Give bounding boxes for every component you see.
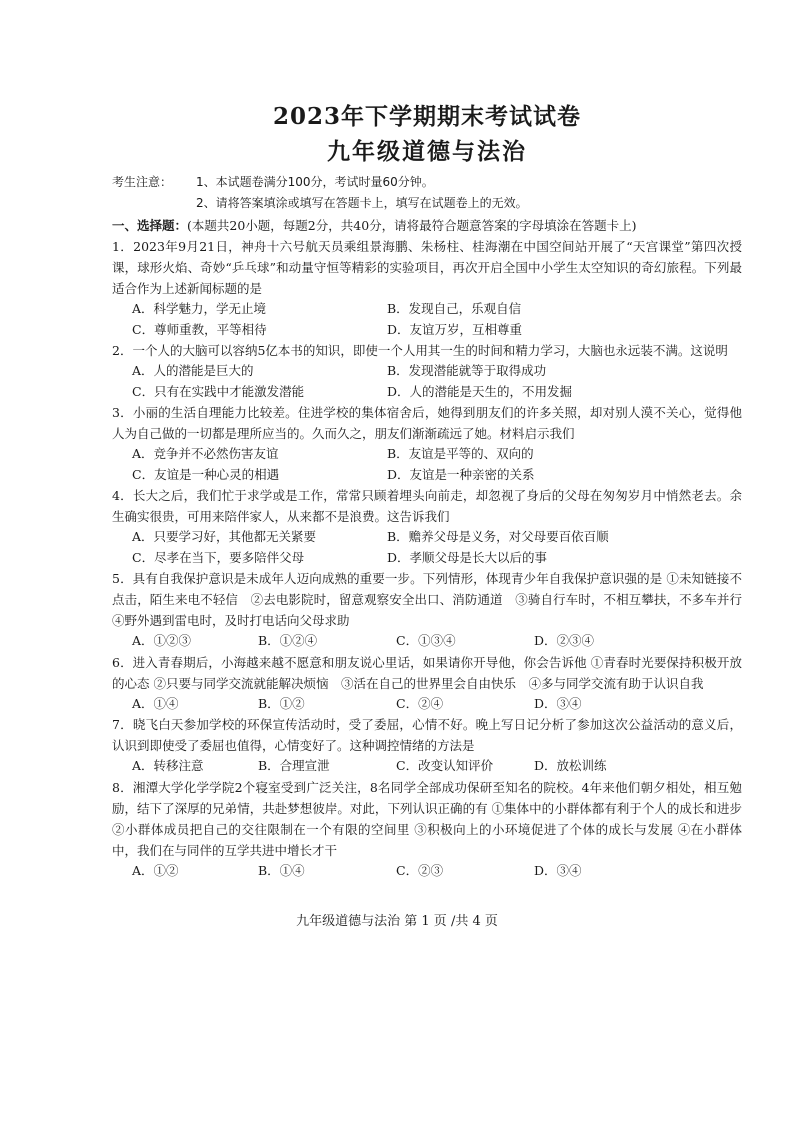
exam-subject: 九年级道德与法治 [327,138,527,165]
question-2 [112,340,742,402]
question-options [112,631,742,652]
question-stem: 5．具有自我保护意识是未成年人迈向成熟的重要一步。下列情形，体现青少年自我保护意识强的是 ①未知链接不点击，陌生来电不轻信 ②去电影院时，留意观察安全出口、消防通道 ③骑自行车时，不相互攀扶，不多车并行 ④野外遇到雷电时，及时打电话向父母求助 [112,571,755,628]
option-b: B．发现自己，乐观自信 [387,301,522,316]
question-3 [112,402,742,485]
question-5 [112,568,755,652]
notice-items [196,172,528,214]
option-d: D．放松训练 [534,758,607,773]
question-stem: 4．长大之后，我们忙于求学或是工作，常常只顾着埋头向前走，却忽视了身后的父母在匆匆岁月中悄然老去。余生确实很贵，可用来陪伴家人，从来都不是浪费。这告诉我们 [112,488,742,524]
option-b: B．合理宣泄 [258,758,330,773]
option-c: C．改变认知评价 [396,758,494,773]
option-d: D．②③④ [534,633,595,648]
question-4 [112,485,742,568]
option-c: C．①③④ [396,633,456,648]
option-d: D．孝顺父母是长大以后的事 [387,549,548,565]
option-d: D．人的潜能是天生的，不用发掘 [387,383,573,399]
option-c: C．②④ [396,695,444,711]
question-options [112,694,742,715]
question-6 [112,652,742,715]
section-title: 一、选择题： [112,218,188,233]
option-b: B．①④ [258,862,305,878]
option-a: A．①②③ [132,633,192,648]
option-a: A．人的潜能是巨大的 [132,363,254,378]
question-options [112,361,742,402]
option-a: A．①④ [132,695,179,711]
notice-label: 考生注意： [112,175,173,189]
option-a: A．①② [132,862,179,878]
question-stem: 8．湘潭大学化学学院2个寝室受到广泛关注，8名同学全部成功保研至知名的院校。4年来他们朝夕相处，相互勉励，结下了深厚的兄弟情，共赴梦想彼岸。对此，下列认识正确的有 ①集体中的小群体都有利于个人的成长和进步 ②小群体成员把自己的交往限制在一个有限的空间里 ③积极向上的小环境促进了个体的成长与发展 ④在小群体中，我们在与同伴的互学共进中增长才干 [112,779,742,858]
option-a: A．转移注意 [132,758,204,773]
question-stem: 6．进入青春期后，小海越来越不愿意和朋友说心里话，如果请你开导他，你会告诉他 ①青春时光要保持积极开放的心态 ②只要与同学交流就能解决烦恼 ③活在自己的世界里会自由快乐 ④多与同学交流有助于认识自我 [112,654,742,691]
question-stem: 1．2023年9月21日，神舟十六号航天员乘组景海鹏、朱杨柱、桂海潮在中国空间站开展了“天宫课堂”第四次授课，球形火焰、奇妙“乒乓球”和动量守恒等精彩的实验项目，再次开启全国中小学生太空知识的奇幻旅程。下列最适合作为上述新闻标题的是 [112,239,742,296]
question-options [112,861,742,882]
option-c: C．尊师重教，平等相待 [132,321,267,337]
question-stem: 3．小丽的生活自理能力比较差。住进学校的集体宿舍后，她得到朋友们的许多关照，却对别人漠不关心，觉得他人为自己做的一切都是理所应当的。久而久之，朋友们渐渐疏远了她。材料启示我们 [112,405,742,441]
question-stem: 7．晓飞白天参加学校的环保宣传活动时，受了委屈，心情不好。晚上写日记分析了参加这次公益活动的意义后，认识到即使受了委屈也值得，心情变好了。这种调控情绪的方法是 [112,717,742,753]
option-c: C．只有在实践中才能激发潜能 [132,383,305,399]
question-options [112,756,742,777]
question-stem: 2．一个人的大脑可以容纳5亿本书的知识，即使一个人用其一生的时间和精力学习，大脑也永远装不满。这说明 [112,343,728,358]
option-c: C．②③ [396,862,444,878]
option-d: D．③④ [534,862,582,878]
option-c: C．尽孝在当下，要多陪伴父母 [132,549,305,565]
option-c: C．友谊是一种心灵的相遇 [132,466,280,482]
question-options [112,299,742,340]
section-description: (本题共20小题，每题2分，共40分，请将最符合题意答案的字母填涂在答题卡上) [187,218,637,233]
exam-notice [112,172,742,214]
option-b: B．友谊是平等的、双向的 [387,446,534,461]
exam-title: 2023年下学期期末考试试卷 [272,103,581,130]
option-a: A．科学魅力，学无止境 [132,301,267,316]
question-8 [112,777,742,882]
option-d: D．③④ [534,695,582,711]
question-7 [112,714,742,777]
option-b: B．发现潜能就等于取得成功 [387,363,547,378]
notice-item: 1、本试题卷满分100分，考试时量60分钟。 [196,175,434,189]
option-b: B．①②④ [258,633,318,648]
option-b: B．赡养父母是义务，对父母要百依百顺 [387,529,609,544]
option-d: D．友谊是一种亲密的关系 [387,466,535,482]
option-a: A．竞争并不必然伤害友谊 [132,446,279,461]
section-heading [112,215,742,236]
question-options [112,527,742,568]
notice-item: 2、请将答案填涂或填写在答题卡上，填写在试题卷上的无效。 [196,196,528,210]
page-footer: 九年级道德与法治 第 1 页 /共 4 页 [296,914,498,929]
option-d: D．友谊万岁，互相尊重 [387,321,523,337]
option-b: B．①② [258,695,305,711]
question-1 [112,236,742,340]
option-a: A．只要学习好，其他都无关紧要 [132,529,317,544]
question-options [112,444,742,485]
